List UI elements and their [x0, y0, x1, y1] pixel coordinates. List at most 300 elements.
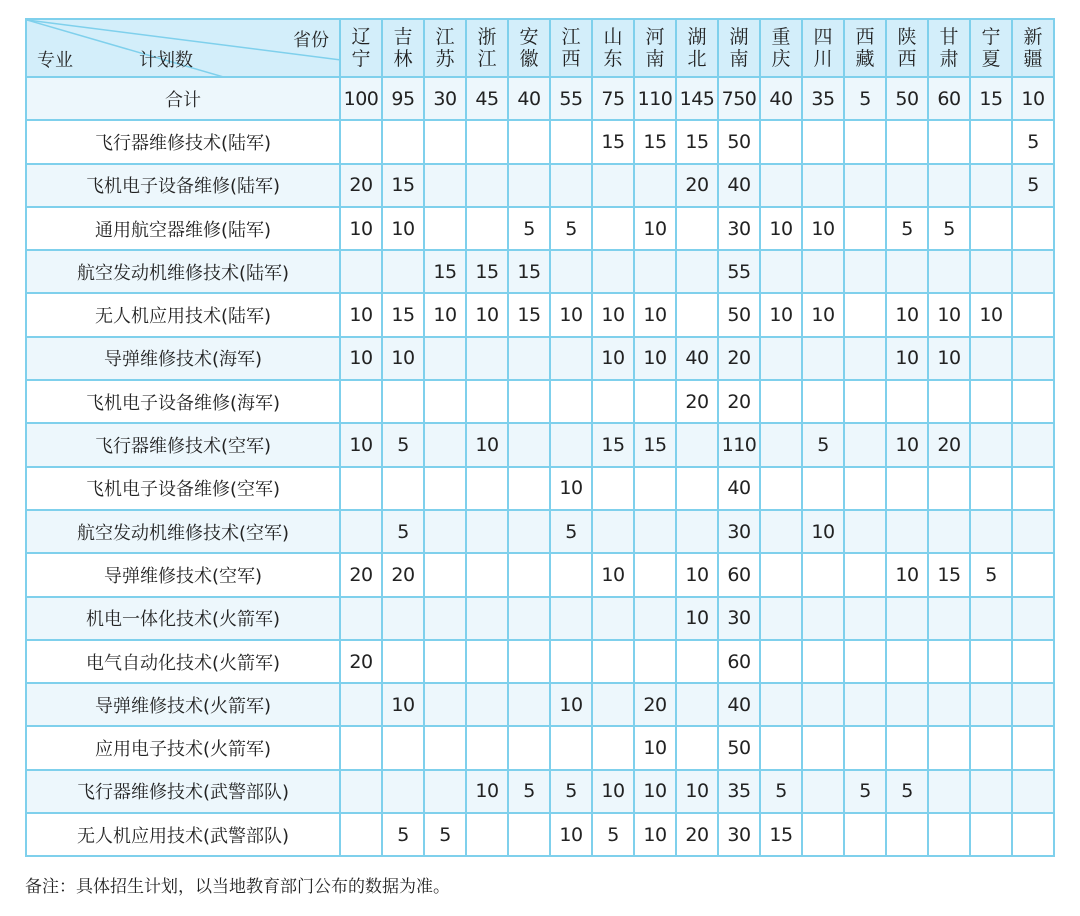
plan-count-cell	[382, 726, 424, 769]
plan-count-cell	[886, 250, 928, 293]
plan-count-cell: 55	[550, 77, 592, 120]
plan-count-cell: 15	[508, 250, 550, 293]
plan-count-cell: 10	[634, 293, 676, 336]
plan-count-cell: 20	[634, 683, 676, 726]
plan-count-cell: 10	[802, 510, 844, 553]
major-name-cell: 飞行器维修技术(陆军)	[26, 120, 340, 163]
province-name-char: 庆	[771, 48, 791, 70]
plan-count-cell	[1012, 510, 1054, 553]
plan-count-cell	[634, 250, 676, 293]
major-name-cell: 飞机电子设备维修(陆军)	[26, 164, 340, 207]
plan-count-cell: 5	[886, 770, 928, 813]
plan-count-cell	[550, 553, 592, 596]
plan-count-cell: 100	[340, 77, 382, 120]
plan-count-cell: 50	[718, 726, 760, 769]
plan-count-cell	[676, 640, 718, 683]
plan-count-cell	[340, 250, 382, 293]
plan-count-cell	[382, 120, 424, 163]
plan-count-cell: 20	[340, 640, 382, 683]
plan-count-cell: 10	[634, 337, 676, 380]
plan-count-cell	[466, 640, 508, 683]
plan-count-cell	[802, 380, 844, 423]
plan-count-cell: 5	[886, 207, 928, 250]
plan-count-cell	[844, 293, 886, 336]
plan-count-cell	[928, 726, 970, 769]
table-row	[26, 813, 1054, 856]
plan-count-cell: 10	[466, 423, 508, 466]
plan-count-cell	[676, 423, 718, 466]
plan-count-cell	[760, 640, 802, 683]
plan-count-cell: 40	[676, 337, 718, 380]
plan-count-cell	[508, 553, 550, 596]
plan-count-cell	[340, 510, 382, 553]
plan-count-cell: 10	[340, 423, 382, 466]
table-row	[26, 553, 1054, 596]
plan-count-cell	[592, 380, 634, 423]
plan-count-cell	[634, 597, 676, 640]
plan-count-cell	[802, 553, 844, 596]
plan-count-cell	[424, 380, 466, 423]
major-name-cell: 航空发动机维修技术(空军)	[26, 510, 340, 553]
plan-count-cell: 15	[508, 293, 550, 336]
plan-count-cell	[1012, 770, 1054, 813]
plan-count-cell	[466, 813, 508, 856]
plan-count-cell	[844, 553, 886, 596]
plan-count-cell	[802, 813, 844, 856]
plan-count-cell: 5	[844, 77, 886, 120]
province-header-cell	[886, 19, 928, 77]
province-name-char: 浙	[477, 26, 497, 48]
plan-count-cell	[844, 510, 886, 553]
province-header-cell	[718, 19, 760, 77]
plan-count-cell	[1012, 813, 1054, 856]
plan-count-cell	[760, 553, 802, 596]
plan-count-cell	[508, 640, 550, 683]
plan-count-cell	[634, 640, 676, 683]
plan-count-cell	[466, 553, 508, 596]
plan-count-cell: 5	[592, 813, 634, 856]
plan-count-cell	[424, 423, 466, 466]
plan-count-cell	[760, 423, 802, 466]
plan-count-cell: 30	[424, 77, 466, 120]
plan-count-cell	[886, 164, 928, 207]
province-header-cell	[508, 19, 550, 77]
plan-count-cell: 20	[718, 337, 760, 380]
major-name-cell: 飞行器维修技术(空军)	[26, 423, 340, 466]
plan-count-cell	[760, 337, 802, 380]
province-name-char: 徽	[519, 48, 539, 70]
province-name-char: 疆	[1023, 48, 1043, 70]
plan-count-cell: 10	[550, 293, 592, 336]
plan-count-cell	[802, 164, 844, 207]
plan-count-cell	[340, 813, 382, 856]
plan-count-cell: 35	[802, 77, 844, 120]
plan-count-cell	[424, 597, 466, 640]
plan-count-cell	[382, 597, 424, 640]
plan-count-cell	[928, 683, 970, 726]
plan-count-cell: 15	[592, 423, 634, 466]
plan-count-cell: 15	[928, 553, 970, 596]
plan-count-cell: 10	[550, 467, 592, 510]
plan-count-cell	[466, 510, 508, 553]
plan-count-cell	[676, 683, 718, 726]
plan-count-cell	[928, 164, 970, 207]
plan-count-cell: 110	[634, 77, 676, 120]
plan-count-cell: 20	[676, 813, 718, 856]
plan-count-cell: 60	[718, 553, 760, 596]
plan-count-cell: 20	[340, 553, 382, 596]
plan-count-cell	[592, 250, 634, 293]
plan-count-cell	[1012, 467, 1054, 510]
plan-count-cell: 10	[676, 597, 718, 640]
plan-count-cell	[844, 813, 886, 856]
province-name-char: 南	[645, 48, 665, 70]
plan-count-cell	[382, 467, 424, 510]
plan-count-cell: 5	[550, 770, 592, 813]
plan-count-cell	[424, 164, 466, 207]
plan-count-cell: 50	[718, 120, 760, 163]
plan-count-cell	[760, 467, 802, 510]
table-row	[26, 164, 1054, 207]
province-header-cell	[1012, 19, 1054, 77]
province-name-char: 湖	[729, 26, 749, 48]
plan-count-cell	[1012, 553, 1054, 596]
plan-count-cell: 5	[508, 207, 550, 250]
plan-count-cell: 20	[676, 380, 718, 423]
province-name-char: 陕	[897, 26, 917, 48]
plan-count-cell	[844, 337, 886, 380]
plan-count-cell	[1012, 423, 1054, 466]
plan-count-cell: 10	[424, 293, 466, 336]
plan-count-cell	[844, 467, 886, 510]
plan-count-cell: 15	[592, 120, 634, 163]
plan-count-cell	[550, 423, 592, 466]
major-name-cell: 飞行器维修技术(武警部队)	[26, 770, 340, 813]
plan-count-cell: 15	[466, 250, 508, 293]
plan-count-cell: 145	[676, 77, 718, 120]
plan-count-cell	[466, 120, 508, 163]
major-name-cell: 通用航空器维修(陆军)	[26, 207, 340, 250]
plan-count-cell	[592, 726, 634, 769]
plan-count-cell	[466, 164, 508, 207]
plan-count-cell	[802, 467, 844, 510]
total-row	[26, 77, 1054, 120]
plan-count-cell: 5	[802, 423, 844, 466]
province-name-char: 江	[561, 26, 581, 48]
plan-count-cell	[340, 467, 382, 510]
province-name-char: 东	[603, 48, 623, 70]
plan-count-cell	[928, 380, 970, 423]
plan-count-cell: 10	[382, 207, 424, 250]
province-name-char: 藏	[855, 48, 875, 70]
plan-count-cell	[424, 467, 466, 510]
plan-count-cell	[844, 597, 886, 640]
plan-count-cell: 10	[340, 207, 382, 250]
plan-count-cell	[928, 120, 970, 163]
plan-count-cell: 10	[886, 293, 928, 336]
plan-count-cell	[424, 553, 466, 596]
province-name-char: 西	[855, 26, 875, 48]
plan-count-cell	[634, 467, 676, 510]
plan-count-cell	[886, 726, 928, 769]
table-body	[26, 77, 1054, 856]
plan-count-cell	[760, 120, 802, 163]
plan-count-cell	[550, 250, 592, 293]
plan-count-cell	[676, 726, 718, 769]
province-name-char: 江	[477, 48, 497, 70]
plan-count-cell	[928, 250, 970, 293]
plan-count-cell	[550, 164, 592, 207]
plan-count-cell: 5	[970, 553, 1012, 596]
plan-count-cell	[340, 683, 382, 726]
table-row	[26, 423, 1054, 466]
major-name-cell: 导弹维修技术(火箭军)	[26, 683, 340, 726]
plan-count-cell	[466, 380, 508, 423]
plan-count-cell	[550, 120, 592, 163]
plan-count-cell: 15	[424, 250, 466, 293]
plan-count-cell: 60	[718, 640, 760, 683]
province-header-cell	[970, 19, 1012, 77]
province-header-cell	[844, 19, 886, 77]
plan-count-cell: 10	[592, 553, 634, 596]
footnote: 备注：具体招生计划，以当地教育部门公布的数据为准。	[25, 877, 450, 897]
plan-count-cell: 20	[676, 164, 718, 207]
major-name-cell: 合计	[26, 77, 340, 120]
plan-count-cell	[466, 683, 508, 726]
province-name-char: 宁	[981, 26, 1001, 48]
plan-count-cell: 10	[634, 726, 676, 769]
major-name-cell: 飞机电子设备维修(空军)	[26, 467, 340, 510]
plan-count-cell	[844, 164, 886, 207]
plan-count-cell	[340, 770, 382, 813]
plan-count-cell	[886, 683, 928, 726]
plan-count-cell: 10	[550, 813, 592, 856]
province-header-cell	[592, 19, 634, 77]
enrollment-plan-table	[25, 18, 1055, 857]
plan-count-cell	[802, 640, 844, 683]
plan-count-cell	[508, 120, 550, 163]
province-name-char: 西	[561, 48, 581, 70]
plan-count-cell	[844, 726, 886, 769]
plan-count-cell: 5	[1012, 120, 1054, 163]
plan-count-cell: 40	[718, 164, 760, 207]
plan-count-cell	[550, 726, 592, 769]
plan-count-cell: 30	[718, 597, 760, 640]
province-header-cell	[550, 19, 592, 77]
plan-count-cell	[970, 337, 1012, 380]
plan-count-cell: 20	[382, 553, 424, 596]
plan-count-cell	[802, 337, 844, 380]
plan-count-cell	[424, 726, 466, 769]
major-name-cell: 飞机电子设备维修(海军)	[26, 380, 340, 423]
plan-count-cell	[676, 250, 718, 293]
province-header-cell	[424, 19, 466, 77]
plan-count-cell	[340, 597, 382, 640]
province-header-cell	[634, 19, 676, 77]
plan-count-cell	[676, 207, 718, 250]
major-name-cell: 机电一体化技术(火箭军)	[26, 597, 340, 640]
plan-count-cell	[508, 597, 550, 640]
plan-count-cell: 110	[718, 423, 760, 466]
plan-count-cell: 5	[1012, 164, 1054, 207]
plan-count-cell	[844, 250, 886, 293]
plan-count-cell: 15	[634, 120, 676, 163]
plan-count-cell: 10	[634, 770, 676, 813]
plan-count-cell	[382, 250, 424, 293]
table-row	[26, 726, 1054, 769]
plan-count-cell: 10	[634, 813, 676, 856]
plan-count-cell	[760, 380, 802, 423]
plan-count-cell	[844, 640, 886, 683]
plan-count-cell: 10	[676, 553, 718, 596]
plan-count-cell	[1012, 337, 1054, 380]
plan-count-cell: 40	[718, 683, 760, 726]
plan-count-cell	[802, 120, 844, 163]
plan-count-cell	[592, 510, 634, 553]
plan-count-cell: 40	[718, 467, 760, 510]
major-name-cell: 导弹维修技术(空军)	[26, 553, 340, 596]
plan-count-cell: 10	[340, 293, 382, 336]
plan-count-cell: 10	[928, 337, 970, 380]
plan-count-cell	[970, 683, 1012, 726]
plan-count-cell: 75	[592, 77, 634, 120]
plan-count-cell	[928, 813, 970, 856]
plan-count-cell: 10	[676, 770, 718, 813]
plan-count-cell: 20	[718, 380, 760, 423]
plan-count-cell	[802, 726, 844, 769]
plan-count-cell	[970, 423, 1012, 466]
plan-count-cell	[760, 250, 802, 293]
plan-count-cell	[508, 467, 550, 510]
province-header-cell	[340, 19, 382, 77]
province-name-char: 江	[435, 26, 455, 48]
plan-count-cell	[466, 337, 508, 380]
plan-count-cell	[1012, 293, 1054, 336]
plan-count-cell	[970, 467, 1012, 510]
province-name-char: 安	[519, 26, 539, 48]
plan-count-cell: 30	[718, 510, 760, 553]
plan-count-cell	[928, 510, 970, 553]
plan-count-cell: 40	[760, 77, 802, 120]
plan-count-cell: 5	[550, 510, 592, 553]
plan-count-cell	[886, 120, 928, 163]
plan-count-cell: 50	[718, 293, 760, 336]
province-header-cell	[928, 19, 970, 77]
plan-count-cell	[634, 164, 676, 207]
province-name-char: 河	[645, 26, 665, 48]
plan-count-cell	[760, 164, 802, 207]
province-name-char: 辽	[351, 26, 371, 48]
plan-count-cell	[424, 207, 466, 250]
plan-count-cell	[550, 337, 592, 380]
table-row	[26, 510, 1054, 553]
plan-count-cell: 95	[382, 77, 424, 120]
plan-count-cell: 5	[844, 770, 886, 813]
plan-count-cell	[844, 423, 886, 466]
province-name-char: 南	[729, 48, 749, 70]
table-row	[26, 380, 1054, 423]
plan-count-cell	[1012, 250, 1054, 293]
plan-count-cell: 15	[970, 77, 1012, 120]
plan-count-cell: 10	[382, 337, 424, 380]
plan-count-cell	[466, 207, 508, 250]
province-header-cell	[466, 19, 508, 77]
plan-count-cell	[802, 597, 844, 640]
plan-count-cell	[802, 250, 844, 293]
plan-count-cell: 20	[928, 423, 970, 466]
plan-count-cell	[424, 120, 466, 163]
plan-count-cell	[382, 770, 424, 813]
plan-count-cell: 15	[760, 813, 802, 856]
plan-count-cell: 10	[886, 423, 928, 466]
plan-count-cell	[634, 510, 676, 553]
plan-count-cell: 60	[928, 77, 970, 120]
plan-count-cell	[592, 207, 634, 250]
province-name-char: 新	[1023, 26, 1043, 48]
plan-count-cell: 10	[928, 293, 970, 336]
plan-count-cell	[340, 120, 382, 163]
plan-count-cell	[760, 726, 802, 769]
plan-count-cell	[508, 164, 550, 207]
plan-count-cell	[802, 770, 844, 813]
plan-count-cell	[970, 726, 1012, 769]
plan-count-cell	[508, 337, 550, 380]
plan-count-cell	[760, 510, 802, 553]
plan-count-cell	[676, 293, 718, 336]
plan-count-cell: 10	[760, 293, 802, 336]
table-row	[26, 293, 1054, 336]
major-name-cell: 导弹维修技术(海军)	[26, 337, 340, 380]
plan-count-cell: 50	[886, 77, 928, 120]
plan-count-cell	[1012, 380, 1054, 423]
plan-count-cell	[970, 640, 1012, 683]
plan-count-cell: 10	[592, 337, 634, 380]
province-name-char: 苏	[435, 48, 455, 70]
plan-count-cell	[886, 467, 928, 510]
plan-count-cell	[550, 640, 592, 683]
plan-count-cell: 15	[382, 164, 424, 207]
plan-count-cell: 15	[676, 120, 718, 163]
plan-count-cell	[886, 597, 928, 640]
plan-count-cell	[508, 380, 550, 423]
province-name-char: 宁	[351, 48, 371, 70]
plan-count-cell: 10	[802, 207, 844, 250]
province-header-cell	[802, 19, 844, 77]
plan-count-cell	[928, 770, 970, 813]
plan-count-cell: 10	[802, 293, 844, 336]
plan-count-cell	[886, 380, 928, 423]
plan-count-cell	[970, 207, 1012, 250]
province-name-char: 夏	[981, 48, 1001, 70]
plan-count-cell	[382, 640, 424, 683]
plan-count-cell: 5	[550, 207, 592, 250]
plan-count-cell	[844, 120, 886, 163]
province-name-char: 北	[687, 48, 707, 70]
plan-count-cell	[928, 597, 970, 640]
plan-count-cell: 40	[508, 77, 550, 120]
plan-count-cell: 750	[718, 77, 760, 120]
plan-count-cell	[844, 380, 886, 423]
province-header-cell	[382, 19, 424, 77]
plan-count-cell: 30	[718, 207, 760, 250]
table-row	[26, 770, 1054, 813]
plan-count-cell	[1012, 207, 1054, 250]
table-row	[26, 640, 1054, 683]
plan-count-cell	[424, 640, 466, 683]
plan-count-cell	[1012, 683, 1054, 726]
plan-count-cell	[424, 683, 466, 726]
plan-count-cell	[634, 380, 676, 423]
